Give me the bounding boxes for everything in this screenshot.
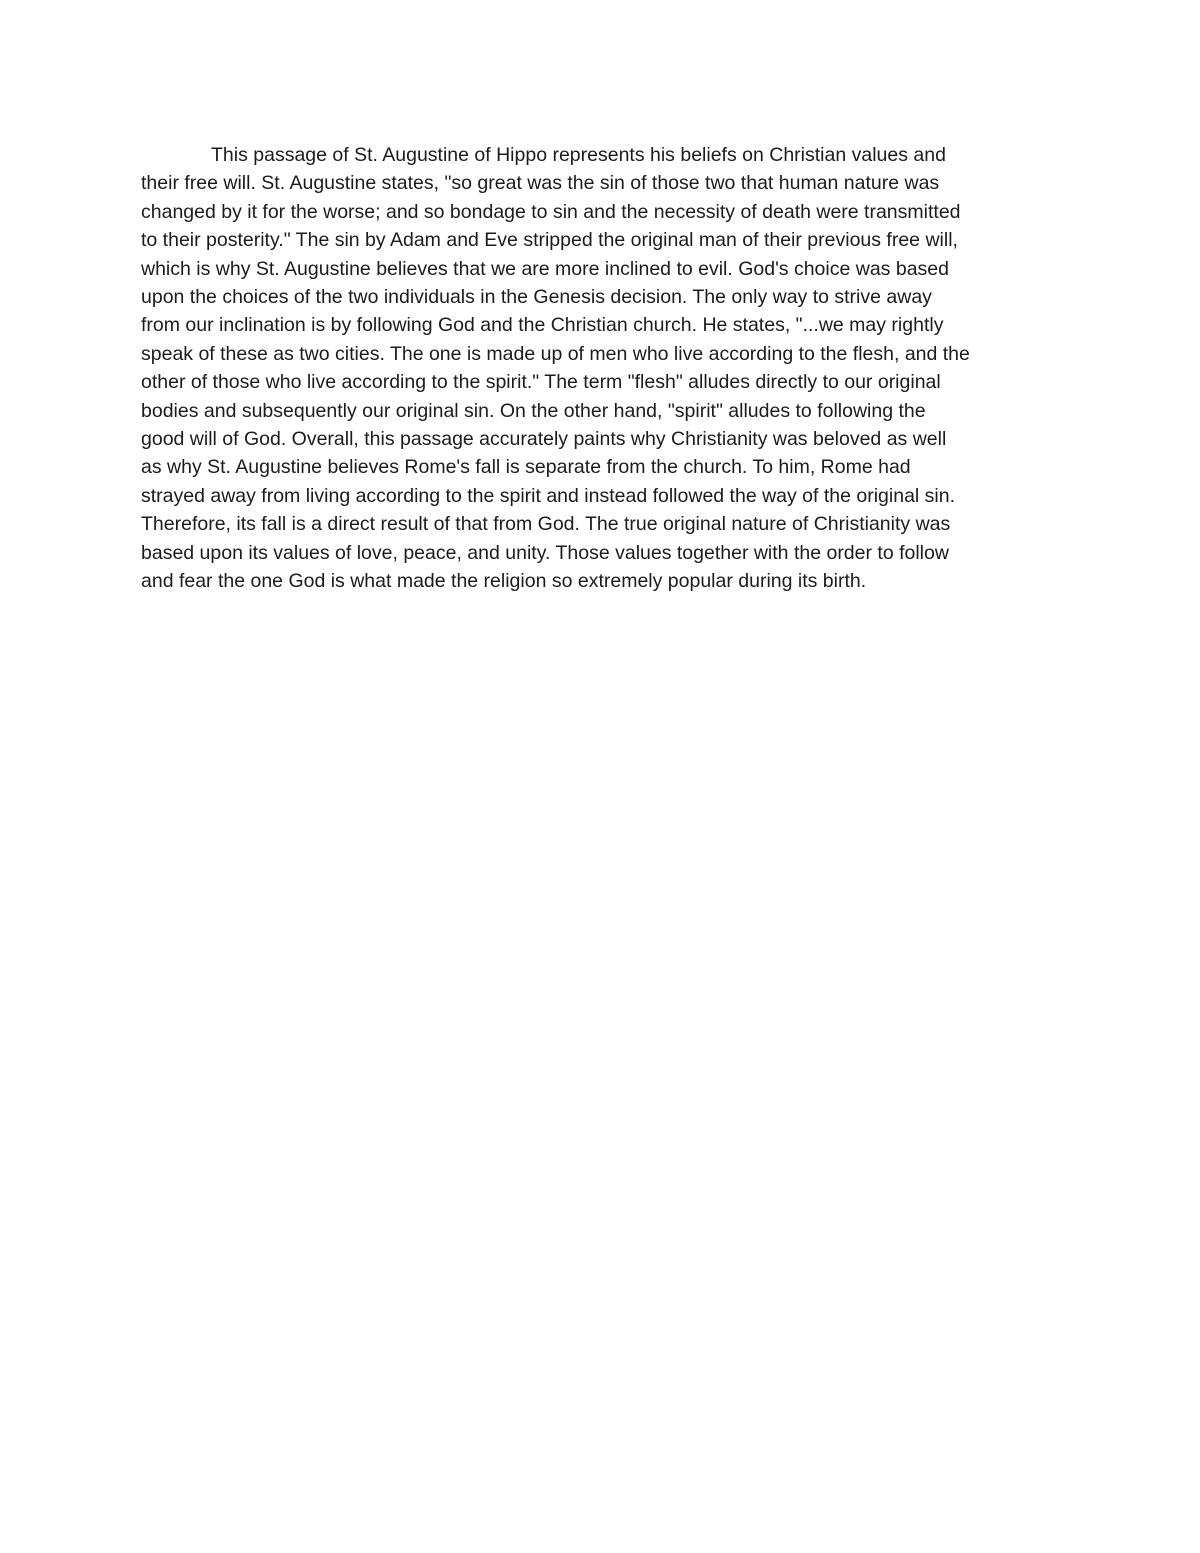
paragraph-line: speak of these as two cities. The one is made up of men who live according to the flesh, and the: [141, 342, 970, 365]
paragraph-line: changed by it for the worse; and so bondage to sin and the necessity of death were transmitted: [141, 200, 961, 223]
paragraph-line: This passage of St. Augustine of Hippo represents his beliefs on Christian values and: [211, 144, 946, 166]
paragraph-line: their free will. St. Augustine states, "so great was the sin of those two that human nature was: [141, 172, 940, 195]
paragraph-line: as why St. Augustine believes Rome's fall is separate from the church. To him, Rome had: [141, 456, 911, 479]
paragraph-line: to their posterity." The sin by Adam and Eve stripped the original man of their previous free will,: [141, 229, 958, 252]
paragraph-line: based upon its values of love, peace, and unity. Those values together with the order to follow: [141, 541, 949, 564]
paragraph-line: strayed away from living according to the spirit and instead followed the way of the original sin.: [141, 484, 956, 507]
paragraph-line: bodies and subsequently our original sin. On the other hand, "spirit" alludes to following the: [141, 399, 926, 422]
body-paragraph: [141, 141, 1071, 596]
paragraph-line: Therefore, its fall is a direct result of that from God. The true original nature of Christianity was: [141, 513, 951, 536]
paragraph-line: from our inclination is by following God and the Christian church. He states, "...we may rightly: [141, 314, 944, 337]
paragraph-line: upon the choices of the two individuals in the Genesis decision. The only way to strive away: [141, 286, 932, 309]
paragraph-line: and fear the one God is what made the religion so extremely popular during its birth.: [141, 570, 867, 593]
paragraph-line: which is why St. Augustine believes that we are more inclined to evil. God's choice was based: [141, 257, 949, 280]
paragraph-line: other of those who live according to the spirit." The term "flesh" alludes directly to our original: [141, 371, 941, 394]
paragraph-line: good will of God. Overall, this passage accurately paints why Christianity was beloved as well: [141, 428, 947, 451]
